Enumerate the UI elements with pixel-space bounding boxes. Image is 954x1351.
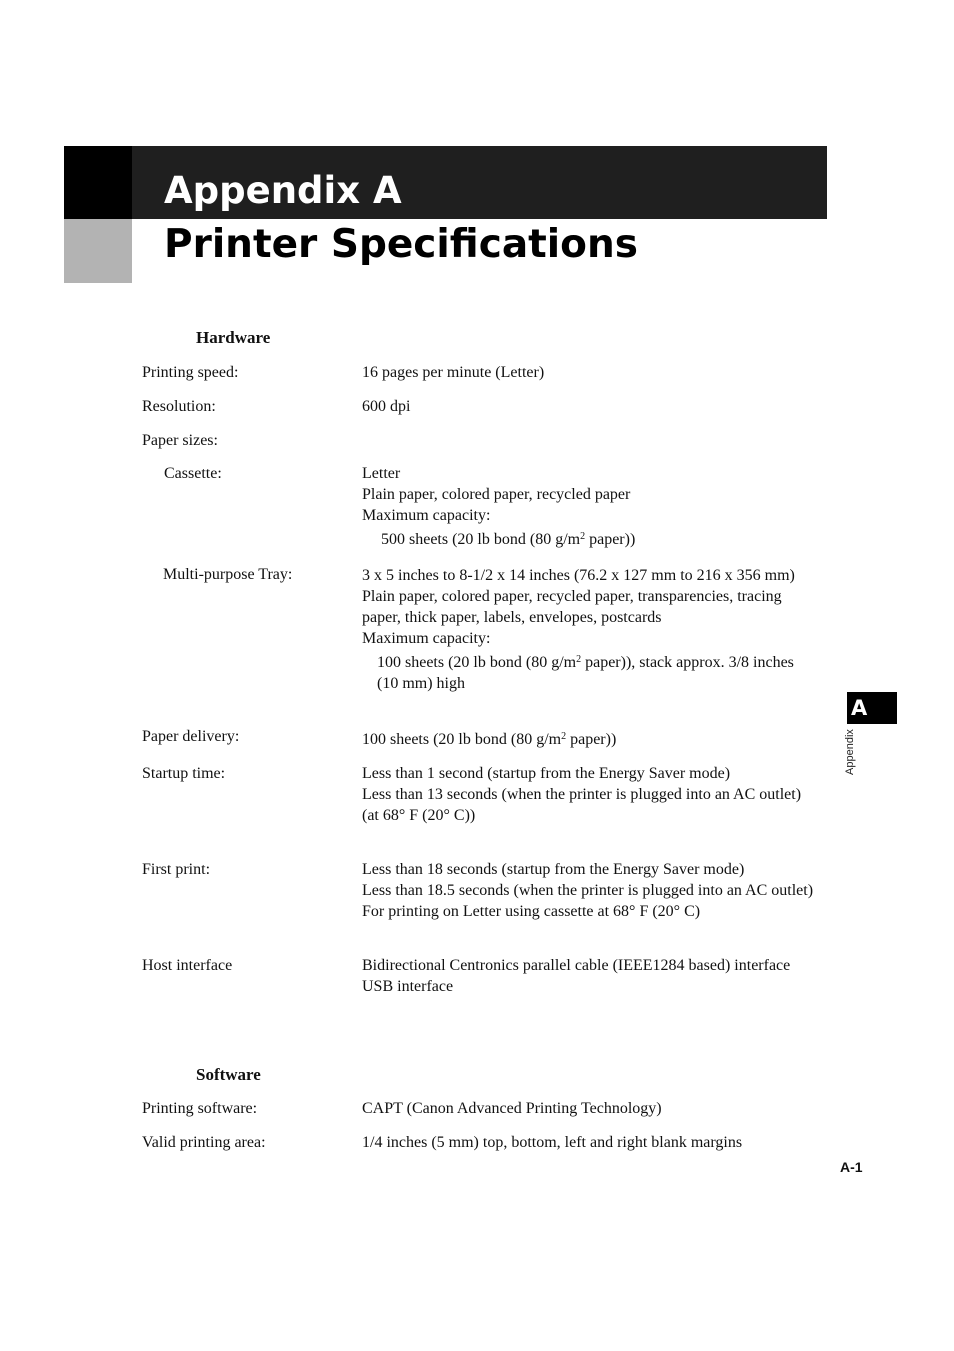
cassette-line: Letter: [362, 465, 401, 482]
cassette-line: Maximum capacity:: [362, 507, 491, 524]
header-black-block: [64, 146, 132, 219]
first-print-line: Less than 18.5 seconds (when the printer is plugged into an AC outlet): [362, 882, 814, 899]
cassette-capacity: 500 sheets (20 lb bond (80 $g/m^2$ paper)): [381, 531, 636, 548]
appendix-label: Appendix A: [164, 169, 402, 212]
startup-time-line: (at 68° F (20° C)): [362, 807, 476, 824]
valid-area-label: Valid printing area:: [142, 1134, 266, 1151]
host-interface-label: Host interface: [142, 957, 233, 974]
valid-area-value: 1/4 inches (5 mm) top, bottom, left and right blank margins: [362, 1134, 743, 1151]
mp-tray-line: Plain paper, colored paper, recycled paper, transparencies, tracing paper, thick paper, labels, envelopes, postcards: [362, 588, 782, 626]
mp-tray-value: [362, 565, 817, 694]
header-gray-block: [64, 219, 132, 283]
section-heading-software: Software: [196, 1065, 261, 1084]
page-number: A-1: [840, 1159, 863, 1175]
cassette-label: Cassette:: [164, 465, 222, 482]
cassette-line: Plain paper, colored paper, recycled paper: [362, 486, 631, 503]
paper-delivery-label: Paper delivery:: [142, 728, 240, 745]
side-tab-letter: A: [851, 696, 868, 720]
resolution-label: Resolution:: [142, 398, 216, 415]
resolution-value: 600 dpi: [362, 398, 411, 415]
first-print-value: [362, 859, 817, 922]
page-title: Printer Specifications: [164, 222, 638, 267]
paper-sizes-label: Paper sizes:: [142, 432, 218, 449]
host-interface-value: [362, 955, 817, 997]
mp-tray-label: Multi-purpose Tray:: [163, 566, 293, 583]
first-print-line: Less than 18 seconds (startup from the Energy Saver mode): [362, 861, 745, 878]
first-print-line: For printing on Letter using cassette at 68° F (20° C): [362, 903, 701, 920]
startup-time-line: Less than 1 second (startup from the Energy Saver mode): [362, 765, 731, 782]
side-tab-text: Appendix: [844, 729, 856, 775]
mp-tray-capacity: 100 sheets (20 lb bond (80 $g/m^2$ paper)), stack approx. 3/8 inches (10 mm) high: [377, 654, 794, 692]
host-interface-line: Bidirectional Centronics parallel cable (IEEE1284 based) interface: [362, 957, 791, 974]
startup-time-label: Startup time:: [142, 765, 226, 782]
printing-software-label: Printing software:: [142, 1100, 258, 1117]
mp-tray-line: 3 x 5 inches to 8-1/2 x 14 inches (76.2 x 127 mm to 216 x 356 mm): [362, 567, 795, 584]
printing-speed-label: Printing speed:: [142, 364, 239, 381]
cassette-value: [362, 463, 817, 550]
mp-tray-line: Maximum capacity:: [362, 630, 491, 647]
paper-delivery-value: 100 sheets (20 lb bond (80 $g/m^2$ paper)): [362, 731, 617, 748]
startup-time-value: [362, 763, 817, 826]
printing-speed-value: 16 pages per minute (Letter): [362, 364, 545, 381]
section-heading-hardware: Hardware: [196, 328, 271, 347]
first-print-label: First print:: [142, 861, 211, 878]
host-interface-line: USB interface: [362, 978, 454, 995]
printing-software-value: CAPT (Canon Advanced Printing Technology): [362, 1100, 662, 1117]
startup-time-line: Less than 13 seconds (when the printer is plugged into an AC outlet): [362, 786, 802, 803]
